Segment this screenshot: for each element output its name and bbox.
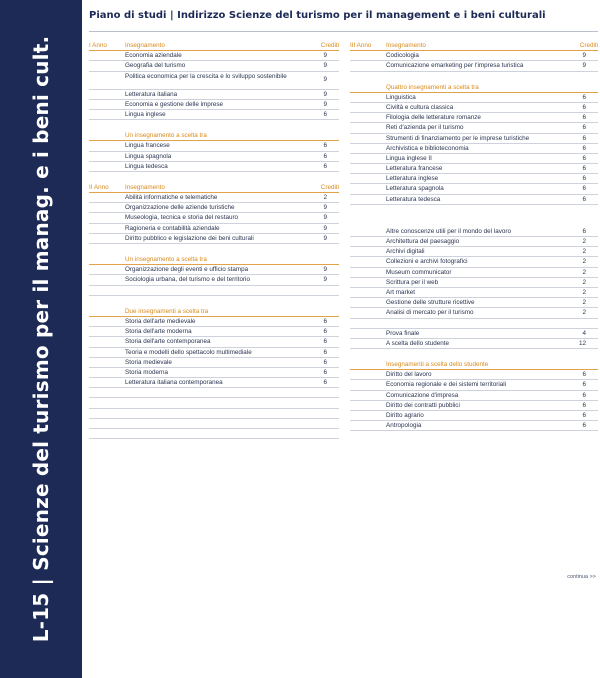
year3-course-header: Insegnamento <box>386 42 426 49</box>
course-credits: 6 <box>582 103 586 111</box>
year2-course-header: Insegnamento <box>125 183 165 191</box>
course-name: Storia dell'arte medievale <box>125 317 196 325</box>
course-name: Reti d'azienda per il turismo <box>386 124 464 132</box>
course-credits: 2 <box>582 238 586 245</box>
choice-title: Due insegnamenti a scelta tra <box>125 307 209 315</box>
course-row <box>89 378 339 388</box>
course-row <box>89 152 339 162</box>
course-name: Diritto dei contratti pubblici <box>386 401 460 409</box>
course-credits: 9 <box>323 75 327 83</box>
course-row <box>350 288 598 298</box>
course-name: Gestione delle strutture ricettive <box>386 299 475 307</box>
year2-label: II Anno <box>89 183 109 191</box>
section-spacer <box>350 349 598 360</box>
course-name: Politica economica per la crescita e lo sviluppo sostenibile <box>125 72 287 80</box>
course-name: Storia dell'arte contemporanea <box>125 338 211 346</box>
year3-label: III Anno <box>350 42 372 49</box>
course-credits: 6 <box>582 144 586 152</box>
course-credits: 12 <box>578 339 586 347</box>
section-spacer <box>350 72 598 83</box>
course-row <box>350 257 598 267</box>
empty-row <box>350 319 598 329</box>
course-row <box>350 339 598 349</box>
course-credits: 2 <box>582 258 586 266</box>
course-credits: 2 <box>582 248 586 256</box>
course-row <box>350 278 598 288</box>
year1-label: I Anno <box>89 42 107 49</box>
course-name: Teoria e modelli dello spettacolo multimediale <box>125 348 252 356</box>
course-credits: 6 <box>582 371 586 379</box>
course-name: Diritto pubblico e legislazione dei beni culturali <box>125 234 254 242</box>
course-credits: 6 <box>323 162 327 170</box>
right-column <box>350 41 598 431</box>
course-name: Lingua tedesca <box>125 162 168 170</box>
course-row <box>350 227 598 237</box>
course-name: Altre conoscenze utili per il mondo del lavoro <box>386 227 511 235</box>
course-name: Storia dell'arte moderna <box>125 328 192 336</box>
course-name: Storia medievale <box>125 358 172 366</box>
empty-row <box>89 286 339 296</box>
year3-choice-header <box>350 83 598 93</box>
course-row <box>89 337 339 347</box>
year3-header <box>350 41 598 51</box>
course-credits: 6 <box>582 165 586 173</box>
page-title: Piano di studi | Indirizzo Scienze del turismo per il management e i beni culturali <box>89 10 546 21</box>
course-name: Sociologia urbana, del turismo e del territorio <box>125 276 250 284</box>
course-credits: 6 <box>323 348 327 356</box>
year2-credits-header: Crediti <box>320 183 339 191</box>
course-row <box>350 51 598 61</box>
course-credits: 6 <box>323 379 327 387</box>
course-credits: 6 <box>582 93 586 101</box>
course-row <box>89 317 339 327</box>
course-credits: 6 <box>582 124 586 132</box>
course-name: Letteratura inglese <box>386 175 439 183</box>
course-row <box>89 193 339 203</box>
course-credits: 6 <box>323 338 327 346</box>
year2-choice2-header <box>89 307 339 317</box>
course-row <box>350 144 598 154</box>
course-name: Codicologia <box>386 52 419 60</box>
continue-link[interactable]: continua >> <box>567 574 596 580</box>
course-row <box>350 298 598 308</box>
course-credits: 6 <box>323 368 327 376</box>
course-name: Art market <box>386 288 416 296</box>
course-name: Lingua spagnola <box>125 152 172 160</box>
course-name: Letteratura italiana <box>125 90 178 98</box>
section-spacer <box>89 296 339 307</box>
course-credits: 9 <box>323 62 327 70</box>
course-row <box>350 93 598 103</box>
course-name: Lingua inglese II <box>386 154 432 162</box>
course-name: Filologia delle letterature romanze <box>386 114 481 122</box>
course-credits: 6 <box>323 317 327 325</box>
course-name: Museum communicator <box>386 268 452 276</box>
course-credits: 2 <box>582 309 586 317</box>
course-credits: 6 <box>582 114 586 122</box>
course-row <box>350 195 598 205</box>
course-row <box>350 237 598 247</box>
course-row <box>350 411 598 421</box>
course-name: Ragioneria e contabilità aziendale <box>125 224 220 232</box>
course-row <box>350 164 598 174</box>
course-credits: 6 <box>582 401 586 409</box>
course-row <box>350 329 598 339</box>
course-credits: 6 <box>323 110 327 118</box>
year2-choice1-header <box>89 255 339 265</box>
empty-row <box>89 398 339 408</box>
course-credits: 6 <box>582 175 586 183</box>
course-row <box>89 275 339 285</box>
year1-header <box>89 41 339 51</box>
course-name: Abilità informatiche e telematiche <box>125 194 218 202</box>
course-name: Letteratura tedesca <box>386 195 441 203</box>
course-row <box>350 134 598 144</box>
section-spacer <box>350 216 598 227</box>
course-name: Scrittura per il web <box>386 278 439 286</box>
course-row <box>350 184 598 194</box>
course-credits: 9 <box>323 276 327 284</box>
empty-row <box>89 409 339 419</box>
course-name: Comunicazione d'impresa <box>386 391 459 399</box>
course-credits: 9 <box>323 100 327 108</box>
course-credits: 6 <box>582 381 586 389</box>
course-name: Archivistica e biblioteconomia <box>386 144 469 152</box>
course-row <box>89 348 339 358</box>
course-row <box>89 141 339 151</box>
year1-credits-header: Crediti <box>320 42 339 49</box>
course-row <box>89 203 339 213</box>
course-row <box>350 247 598 257</box>
course-name: Museologia, tecnica e storia del restauro <box>125 214 239 222</box>
course-row <box>350 123 598 133</box>
course-credits: 6 <box>323 142 327 150</box>
course-row <box>89 368 339 378</box>
course-name: Storia moderna <box>125 368 169 376</box>
course-credits: 2 <box>582 288 586 296</box>
section-spacer <box>89 120 339 131</box>
course-row <box>350 401 598 411</box>
course-name: Prova finale <box>386 329 420 337</box>
course-name: Archivi digitali <box>386 248 425 256</box>
course-row <box>89 72 339 90</box>
course-name: Linguistica <box>386 93 416 101</box>
section-spacer <box>89 172 339 183</box>
course-credits: 2 <box>582 268 586 276</box>
course-row <box>350 308 598 318</box>
course-credits: 6 <box>582 134 586 142</box>
course-row <box>350 113 598 123</box>
course-credits: 6 <box>582 422 586 430</box>
course-name: Organizzazione delle aziende turistiche <box>125 204 235 212</box>
course-name: Lingua inglese <box>125 110 166 118</box>
course-row <box>350 380 598 390</box>
empty-row <box>89 429 339 439</box>
section-spacer <box>350 205 598 216</box>
course-row <box>350 154 598 164</box>
course-credits: 6 <box>323 152 327 160</box>
course-credits: 6 <box>582 195 586 203</box>
course-credits: 6 <box>582 185 586 193</box>
course-credits: 9 <box>323 234 327 242</box>
course-row <box>89 327 339 337</box>
course-credits: 9 <box>323 266 327 274</box>
course-name: Organizzazione degli eventi e ufficio stampa <box>125 266 249 274</box>
course-credits: 9 <box>323 52 327 60</box>
course-row <box>89 224 339 234</box>
course-credits: 9 <box>323 224 327 232</box>
course-name: Lingua francese <box>125 142 170 150</box>
course-name: Diritto del lavoro <box>386 371 432 379</box>
course-name: Architettura del paesaggio <box>386 238 460 245</box>
title-divider <box>89 31 598 32</box>
choice-title: Quattro insegnamenti a scelta tra <box>386 83 479 91</box>
student-choice-header <box>350 360 598 370</box>
course-name: Civiltà e cultura classica <box>386 103 454 111</box>
choice-title: Un insegnamento a scelta tra <box>125 256 207 263</box>
course-name: Economia e gestione delle imprese <box>125 100 224 108</box>
course-row <box>89 265 339 275</box>
course-credits: 6 <box>582 412 586 419</box>
course-name: A scelta dello studente <box>386 339 450 347</box>
course-name: Diritto agrario <box>386 412 424 419</box>
course-row <box>350 370 598 380</box>
course-credits: 6 <box>582 154 586 162</box>
course-row <box>350 391 598 401</box>
left-column <box>89 41 339 439</box>
course-name: Antropologia <box>386 422 422 430</box>
course-name: Analisi di mercato per il turismo <box>386 309 474 317</box>
year2-header <box>89 183 339 193</box>
course-row <box>89 90 339 100</box>
course-credits: 9 <box>323 204 327 212</box>
course-credits: 2 <box>323 194 327 202</box>
course-row <box>350 268 598 278</box>
empty-row <box>89 419 339 429</box>
course-name: Geografia del turismo <box>125 62 186 70</box>
course-row <box>350 61 598 71</box>
section-spacer <box>89 244 339 255</box>
course-name: Economia aziendale <box>125 52 182 60</box>
course-credits: 9 <box>323 214 327 222</box>
year1-choice-header <box>89 131 339 141</box>
course-row <box>89 162 339 172</box>
course-row <box>89 61 339 71</box>
course-row <box>350 174 598 184</box>
course-row <box>89 213 339 223</box>
course-credits: 4 <box>582 329 586 337</box>
year3-credits-header: Crediti <box>579 42 598 49</box>
course-credits: 9 <box>582 62 586 70</box>
course-row <box>89 100 339 110</box>
course-credits: 2 <box>582 278 586 286</box>
course-credits: 2 <box>582 299 586 307</box>
course-name: Letteratura francese <box>386 165 443 173</box>
course-row <box>350 421 598 431</box>
course-name: Collezioni e archivi fotografici <box>386 258 468 266</box>
course-name: Letteratura italiana contemporanea <box>125 379 223 387</box>
course-row <box>89 110 339 120</box>
course-name: Strumenti di finanziamento per le imprese turistiche <box>386 134 530 142</box>
course-name: Comunicazione emarketing per l'impresa turistica <box>386 62 524 70</box>
course-row <box>89 358 339 368</box>
course-credits: 6 <box>323 328 327 336</box>
course-credits: 6 <box>323 358 327 366</box>
course-credits: 6 <box>582 227 586 235</box>
course-name: Letteratura spagnola <box>386 185 444 193</box>
choice-title: Un insegnamento a scelta tra <box>125 132 207 140</box>
course-row <box>350 103 598 113</box>
vertical-title-band <box>0 0 82 678</box>
course-credits: 9 <box>323 90 327 98</box>
year1-course-header: Insegnamento <box>125 42 165 49</box>
course-row <box>89 51 339 61</box>
course-row <box>89 234 339 244</box>
course-name: Economia regionale e dei sistemi territoriali <box>386 381 507 389</box>
course-credits: 6 <box>582 391 586 399</box>
course-credits: 9 <box>582 52 586 60</box>
choice-title: Insegnamenti a scelta dello studente <box>386 361 489 369</box>
empty-row <box>89 388 339 398</box>
vertical-title: L-15 | Scienze del turismo per il manag. e i beni cult. <box>29 35 53 643</box>
